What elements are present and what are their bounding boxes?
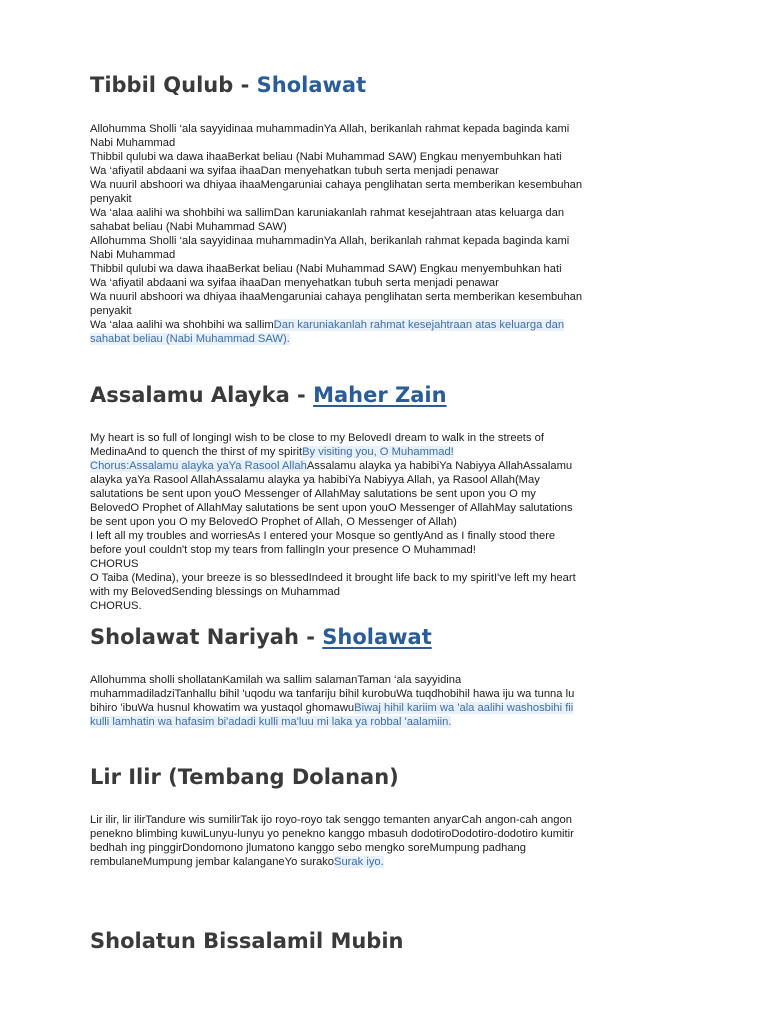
- lyric-line: Allohumma Sholli ‘ala sayyidinaa muhammadinYa Allah, berikanlah rahmat kepada baginda kami: [90, 123, 570, 135]
- lyric-line: salutations be sent upon youO Messenger of AllahMay salutations be sent upon you O my: [90, 488, 536, 500]
- lyric-line: Wa ‘afiyatil abdaani wa syifaa ihaaDan menyehatkan tubuh serta menjadi penawar: [90, 277, 499, 289]
- song-title-text: Sholawat Nariyah -: [90, 625, 323, 649]
- song-title-sholawat-nariyah: [90, 623, 432, 651]
- lyric-line: Lir ilir, lir ilirTandure wis sumilirTak ijo royo-royo tak senggo temanten anyarCah angon-cah angon: [90, 814, 572, 826]
- highlighted-translation: kulli lamhatin wa hafasim bi'adadi kulli ma'luu mi laka ya robbal 'aalamiin.: [90, 716, 452, 728]
- lyric-line: Wa nuuril abshoori wa dhiyaa ihaaMengaruniai cahaya penglihatan serta memberikan kesembuhan: [90, 291, 583, 303]
- song-title-text: Sholatun Bissalamil Mubin: [90, 929, 404, 953]
- artist-link-sholawat[interactable]: Sholawat: [322, 625, 432, 649]
- lyric-line: I left all my troubles and worriesAs I entered your Mosque so gentlyAnd as I finally stood there: [90, 530, 556, 542]
- lyric-line: Allohumma Sholli ‘ala sayyidinaa muhammadinYa Allah, berikanlah rahmat kepada baginda kami: [90, 235, 570, 247]
- lyric-line: penyakit: [90, 305, 132, 317]
- lyric-line: [90, 459, 680, 473]
- lyric-line: O Taiba (Medina), your breeze is so blessedIndeed it brought life back to my spiritI've left my heart: [90, 572, 576, 584]
- lyrics-lir-ilir: [90, 813, 680, 869]
- lyric-text: bihiro 'ibuWa husnul khowatim wa yustaqol ghomawu: [90, 702, 355, 714]
- song-title-assalamu-alayka: [90, 381, 447, 409]
- song-title-text: Tibbil Qulub -: [90, 73, 257, 97]
- song-title-sholatun-bissalamil-mubin: [90, 927, 403, 955]
- lyric-text: rembulaneMumpung jembar kalanganeYo surako: [90, 856, 334, 868]
- lyric-line: Allohumma sholli shollatanKamilah wa sallim salamanTaman ‘ala sayyidina: [90, 674, 462, 686]
- lyric-line: [90, 701, 680, 715]
- lyric-line: be sent upon you O my BelovedO Prophet of Allah, O Messenger of Allah): [90, 516, 457, 528]
- lyric-line: Thibbil qulubi wa dawa ihaaBerkat beliau (Nabi Muhammad SAW) Engkau menyembuhkan hati: [90, 263, 562, 275]
- song-title-text: Assalamu Alayka -: [90, 383, 314, 407]
- lyric-line: [90, 332, 680, 346]
- lyric-text: Wa ‘alaa aalihi wa shohbihi wa sallim: [90, 319, 274, 331]
- lyric-line: penekno blimbing kuwiLunyu-lunyu yo penekno kanggo mbasuh dodotiroDodotiro-dodotiro kumitir: [90, 828, 574, 840]
- lyric-line: My heart is so full of longingI wish to be close to my BelovedI dream to walk in the streets of: [90, 432, 544, 444]
- lyric-line: Wa ‘afiyatil abdaani wa syifaa ihaaDan menyehatkan tubuh serta menjadi penawar: [90, 165, 499, 177]
- lyric-line: alayka yaYa Rasool AllahAssalamu alayka ya habibiYa Nabiyya Allah, ya Rasool Allah(May: [90, 474, 540, 486]
- highlighted-translation: Surak iyo.: [334, 856, 384, 868]
- lyric-line: BelovedO Prophet of AllahMay salutations be sent upon youO Messenger of AllahMay salutations: [90, 502, 573, 514]
- lyric-text: Assalamu alayka ya habibiYa Nabiyya AllahAssalamu: [306, 460, 573, 472]
- lyric-line: with my BelovedSending blessings on Muhammad: [90, 586, 340, 598]
- lyric-line: before youI couldn't stop my tears from fallingIn your presence O Muhammad!: [90, 544, 476, 556]
- highlighted-translation: sahabat beliau (Nabi Muhammad SAW).: [90, 333, 290, 345]
- lyric-line: Wa ‘alaa aalihi wa shohbihi wa sallimDan karuniakanlah rahmat kesejahtraan atas keluarga dan: [90, 207, 565, 219]
- artist-link-maher-zain[interactable]: Maher Zain: [313, 383, 447, 407]
- lyric-line: sahabat beliau (Nabi Muhammad SAW): [90, 221, 287, 233]
- lyric-line: [90, 318, 680, 332]
- highlighted-translation: Biwaj hihil kariim wa 'ala aalihi washosbihi fii: [354, 702, 574, 714]
- lyric-line: CHORUS: [90, 558, 139, 570]
- lyric-line: [90, 855, 680, 869]
- lyrics-tibbil-qulub: [90, 122, 680, 346]
- lyric-line: Thibbil qulubi wa dawa ihaaBerkat beliau (Nabi Muhammad SAW) Engkau menyembuhkan hati: [90, 151, 562, 163]
- artist-link-sholawat[interactable]: Sholawat: [256, 73, 367, 97]
- lyric-line: bedhah ing pinggirDondomono jlumatono kanggo sebo mengko soreMumpung padhang: [90, 842, 527, 854]
- lyric-text: MedinaAnd to quench the thirst of my spirit: [90, 446, 303, 458]
- lyric-line: CHORUS.: [90, 600, 142, 612]
- highlighted-chorus: Chorus:Assalamu alayka yaYa Rasool Allah: [90, 460, 307, 472]
- lyric-line: muhammadiladziTanhallu bihil 'uqodu wa tanfariju bihil kurobuWa tuqdhobihil hawa iju wa tunna lu: [90, 688, 575, 700]
- lyric-line: Nabi Muhammad: [90, 249, 176, 261]
- highlighted-translation: By visiting you, O Muhammad!: [302, 446, 454, 458]
- highlighted-translation: Dan karuniakanlah rahmat kesejahtraan atas keluarga dan: [273, 319, 565, 331]
- lyric-line: Nabi Muhammad: [90, 137, 176, 149]
- lyric-line: penyakit: [90, 193, 132, 205]
- lyric-line: [90, 715, 680, 729]
- lyrics-assalamu-alayka: [90, 431, 680, 613]
- song-title-lir-ilir: [90, 763, 399, 791]
- song-title-tibbil-qulub: [90, 71, 366, 99]
- lyrics-sholawat-nariyah: [90, 673, 680, 729]
- song-title-text: Lir Ilir (Tembang Dolanan): [90, 765, 399, 789]
- lyric-line: Wa nuuril abshoori wa dhiyaa ihaaMengaruniai cahaya penglihatan serta memberikan kesembuhan: [90, 179, 583, 191]
- lyric-line: [90, 445, 680, 459]
